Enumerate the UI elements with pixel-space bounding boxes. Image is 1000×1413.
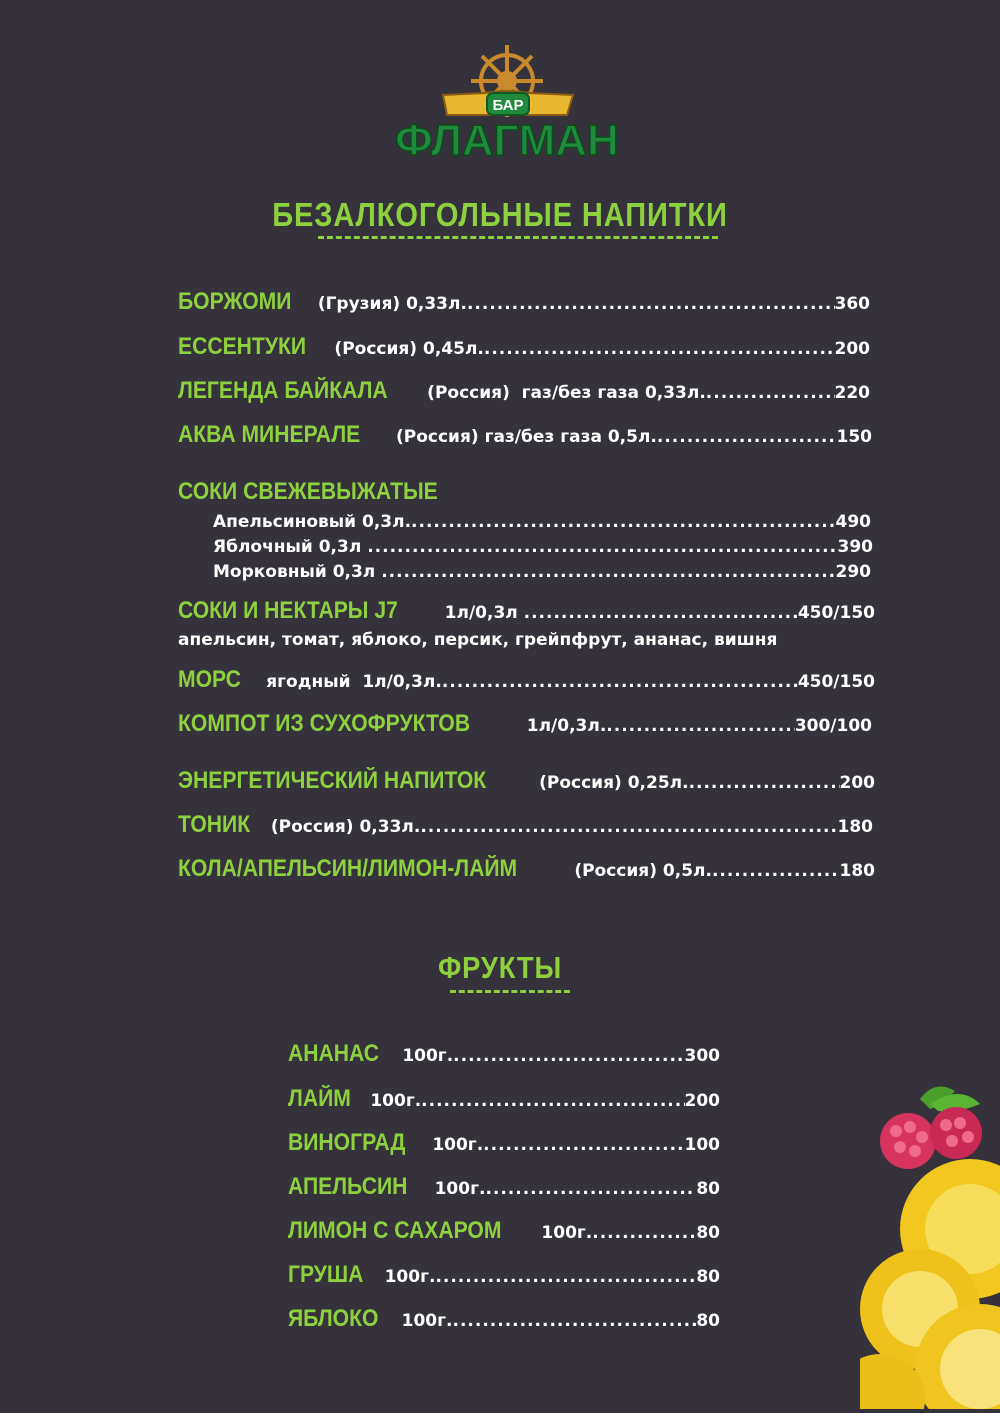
item-name: АКВА МИНЕРАЛЕ [178,421,361,448]
dot-leader [452,1311,696,1331]
item-detail: (Россия) 0,33л. [264,817,421,837]
item-price: 80 [696,1311,720,1331]
item-detail: (Россия) 0,25л. [533,773,689,793]
item-detail: 1л/0,3л [432,603,524,623]
item-detail: (Россия) 0,5л. [568,861,712,881]
item-detail: 100г. [378,1267,436,1287]
menu-row-apple [288,1305,720,1333]
menu-row-pear [288,1261,720,1289]
dot-leader [442,672,798,692]
menu-row-orange [288,1173,720,1201]
item-detail: ягодный 1л/0,3л. [254,672,442,692]
item-price: 490 [835,512,871,532]
item-name: СОКИ И НЕКТАРЫ J7 [178,597,398,624]
menu-row-kompot [178,710,872,738]
item-name: КОЛА/АПЕЛЬСИН/ЛИМОН-ЛАЙМ [178,855,518,882]
item-price: 200 [834,339,870,359]
pineapple-slice-icon [860,1159,1000,1409]
item-name: МОРС [178,666,241,693]
dot-leader [467,294,835,314]
menu-row-legenda-baikala [178,377,870,405]
item-price: 290 [835,562,871,582]
item-name: ЛИМОН С САХАРОМ [288,1217,502,1244]
item-detail: (Грузия) 0,33л. [311,294,467,314]
item-detail: (Россия) 0,45л. [328,339,484,359]
item-detail: 1л/0,3л. [514,716,607,736]
item-price: 150 [836,427,872,447]
menu-row-borjomi [178,288,870,316]
menu-row-aqua-minerale [178,421,872,449]
dot-leader [381,562,835,582]
item-detail: Яблочный 0,3л [213,537,368,557]
fruits-title-underline [450,990,570,993]
dot-leader [657,427,837,447]
item-name: ЛАЙМ [288,1085,351,1112]
dot-leader [453,1046,684,1066]
dot-leader [706,383,835,403]
item-detail: 100г. [395,1311,453,1331]
dot-leader [606,716,795,736]
item-price: 200 [684,1091,720,1111]
logo-brand-text: ФЛАГМАН [395,116,619,165]
dot-leader [712,861,840,881]
item-price: 200 [839,773,875,793]
item-detail: 100г. [426,1135,484,1155]
drinks-title-underline [318,236,718,239]
item-detail: (Россия) газ/без газа 0,5л. [390,427,657,447]
item-price: 450/150 [797,672,875,692]
bar-logo [395,45,620,165]
dot-leader [592,1223,696,1243]
item-name: ТОНИК [178,811,251,838]
item-price: 80 [696,1223,720,1243]
item-name: ЯБЛОКО [288,1305,379,1332]
item-price: 450/150 [797,603,875,623]
item-price: 390 [837,537,873,557]
item-price: 180 [839,861,875,881]
menu-row-cola [178,855,875,883]
item-price: 100 [684,1135,720,1155]
item-name: ГРУША [288,1261,364,1288]
item-price: 360 [834,294,870,314]
item-name: ЛЕГЕНДА БАЙКАЛА [178,377,388,404]
item-name: АНАНАС [288,1040,379,1067]
item-price: 220 [834,383,870,403]
menu-row-grapes [288,1129,720,1157]
menu-row-nectars [178,597,875,625]
item-price: 80 [696,1179,720,1199]
dot-leader [367,537,837,557]
menu-row-tonic [178,811,873,839]
dot-leader [421,1091,684,1111]
dot-leader [689,773,840,793]
item-name: БОРЖОМИ [178,288,292,315]
item-detail: 100г. [396,1046,454,1066]
item-detail: Апельсиновый 0,3л. [213,512,412,532]
menu-row-fresh-juices-heading [178,478,678,506]
item-name: АПЕЛЬСИН [288,1173,408,1200]
item-name: ЭНЕРГЕТИЧЕСКИЙ НАПИТОК [178,767,487,794]
dot-leader [411,512,835,532]
logo-small-text: БАР [492,97,524,114]
dot-leader [524,603,798,623]
menu-row-juice-orange [213,512,871,532]
menu-row-lemon-sugar [288,1217,720,1245]
menu-row-juice-apple [213,537,873,557]
menu-row-lime [288,1085,720,1113]
item-price: 300 [684,1046,720,1066]
menu-row-juice-carrot [213,562,871,582]
item-name: СОКИ СВЕЖЕВЫЖАТЫЕ [178,478,438,505]
item-detail: (Россия) газ/без газа 0,33л. [421,383,706,403]
item-name: КОМПОТ ИЗ СУХОФРУКТОВ [178,710,471,737]
item-price: 300/100 [794,716,872,736]
item-price: 80 [696,1267,720,1287]
ship-wheel-icon [395,45,620,165]
item-detail: 100г. [535,1223,593,1243]
dot-leader [435,1267,696,1287]
item-detail: Морковный 0,3л [213,562,382,582]
item-price: 180 [837,817,873,837]
drinks-title: БЕЗАЛКОГОЛЬНЫЕ НАПИТКИ [272,196,728,233]
raspberry-icon [880,1087,982,1170]
dot-leader [484,339,835,359]
fruit-decoration [860,1079,1000,1409]
menu-row-mors [178,666,875,694]
item-detail: 100г. [364,1091,422,1111]
menu-row-energy-drink [178,767,875,795]
item-detail: 100г. [428,1179,486,1199]
item-name: ЕССЕНТУКИ [178,333,307,360]
nectars-flavors-note: апельсин, томат, яблоко, персик, грейпфрут, ананас, вишня [178,630,778,650]
item-name: ВИНОГРАД [288,1129,406,1156]
dot-leader [483,1135,684,1155]
dot-leader [420,817,837,837]
fruits-title: ФРУКТЫ [437,950,563,985]
menu-row-essentuki [178,333,870,361]
menu-row-pineapple [288,1040,720,1068]
dot-leader [485,1179,696,1199]
